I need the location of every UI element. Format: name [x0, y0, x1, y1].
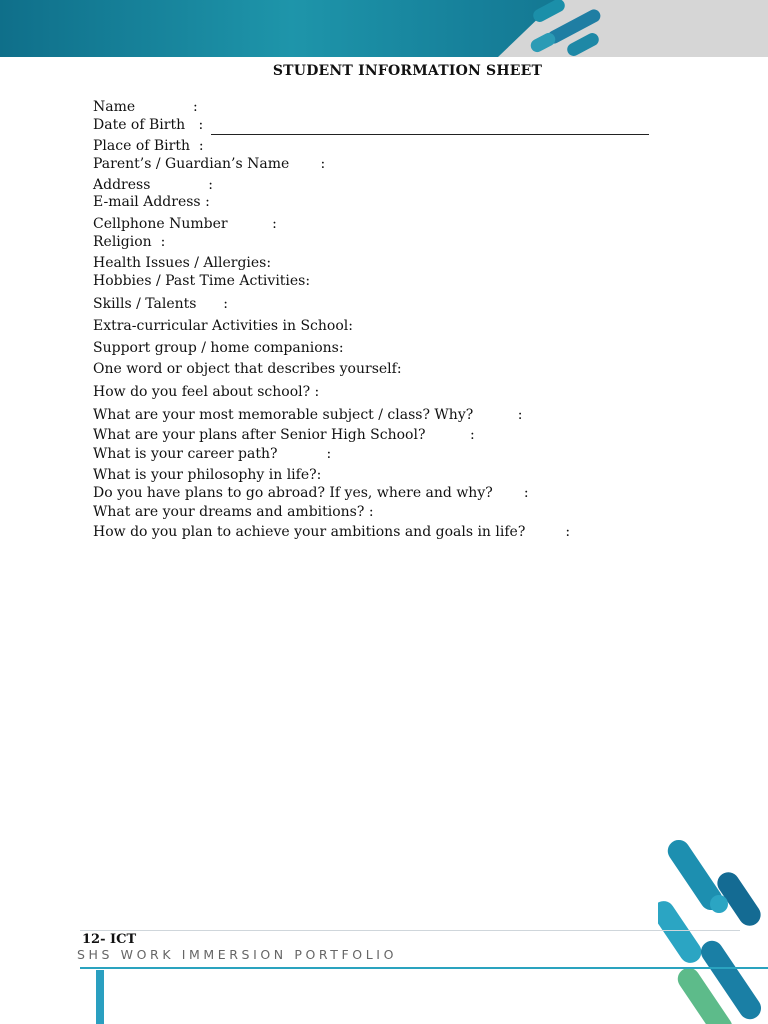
footer-accent-bar	[96, 970, 104, 1024]
header-banner	[0, 0, 768, 57]
field-place-of-birth: Place of Birth :	[93, 138, 204, 154]
field-extracurricular: Extra-curricular Activities in School:	[93, 318, 353, 334]
field-philosophy: What is your philosophy in life?:	[93, 467, 322, 483]
field-cellphone: Cellphone Number :	[93, 216, 277, 232]
field-one-word: One word or object that describes yourself:	[93, 361, 402, 377]
field-career-path: What is your career path? :	[93, 446, 332, 462]
field-hobbies: Hobbies / Past Time Activities:	[93, 273, 311, 289]
field-achieve-ambitions: How do you plan to achieve your ambitions and goals in life? :	[93, 524, 571, 540]
field-feel-about-school: How do you feel about school? :	[93, 384, 320, 400]
deco-bar	[658, 897, 706, 967]
field-religion: Religion :	[93, 234, 166, 250]
footer-divider	[80, 930, 740, 931]
corner-decoration	[658, 839, 768, 1024]
field-health-issues: Health Issues / Allergies:	[93, 255, 272, 271]
footer-class-label: 12- ICT	[82, 932, 137, 947]
field-address: Address :	[93, 177, 213, 193]
field-email: E-mail Address :	[93, 194, 210, 210]
footer-rule	[80, 967, 768, 969]
field-guardian-name: Parent’s / Guardian’s Name :	[93, 156, 326, 172]
deco-dot	[710, 895, 728, 913]
field-name: Name :	[93, 99, 198, 115]
field-skills: Skills / Talents :	[93, 296, 228, 312]
answer-line	[211, 134, 649, 135]
field-memorable-subject: What are your most memorable subject / class? Why? :	[93, 407, 523, 423]
field-support-group: Support group / home companions:	[93, 340, 344, 356]
field-plans-abroad: Do you have plans to go abroad? If yes, where and why? :	[93, 485, 529, 501]
field-plans-after-shs: What are your plans after Senior High School? :	[93, 427, 475, 443]
footer-portfolio-title: SHS WORK IMMERSION PORTFOLIO	[77, 947, 398, 962]
field-date-of-birth: Date of Birth :	[93, 117, 204, 133]
page-title: STUDENT INFORMATION SHEET	[272, 63, 543, 79]
field-dreams: What are your dreams and ambitions? :	[93, 504, 374, 520]
